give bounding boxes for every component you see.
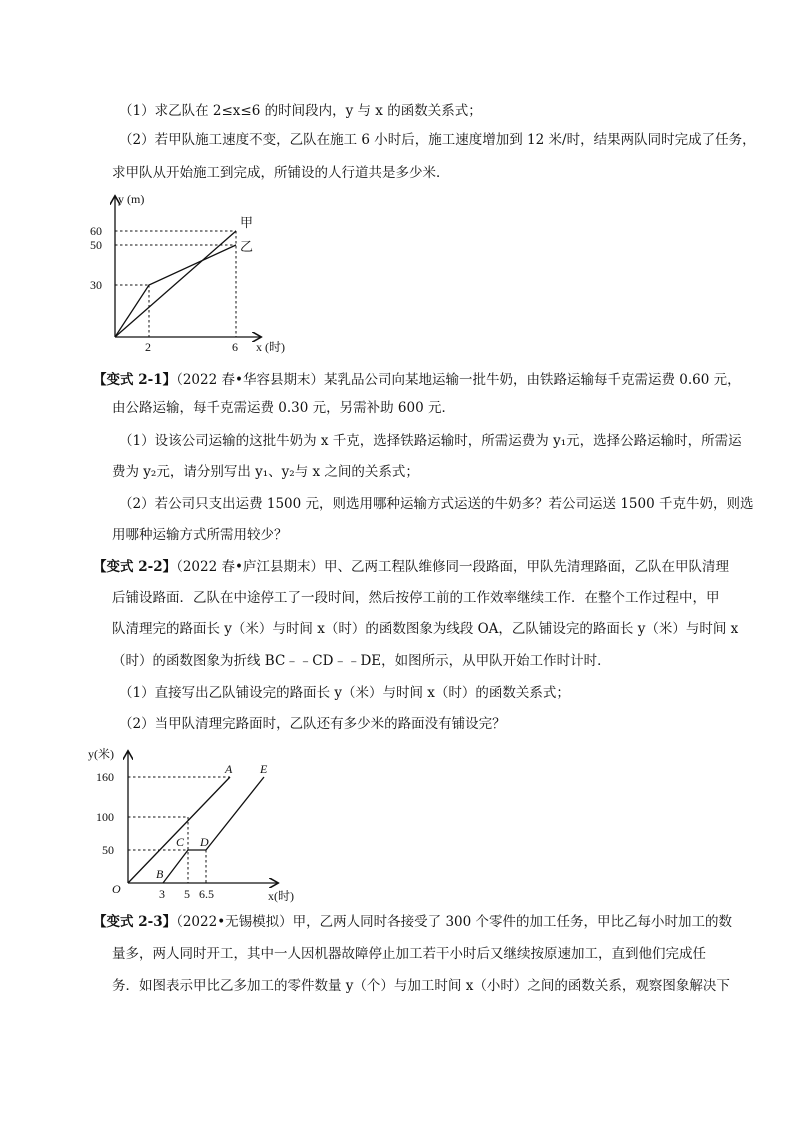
xtick-6.5: 6.5	[199, 887, 214, 901]
variant-2-3-text: （2022•无锡模拟）甲，乙两人同时各接受了 300 个零件的加工任务，甲比乙每小时加工的数	[176, 914, 733, 930]
x-axis-label: x (时)	[256, 340, 285, 354]
y-axis-label: y(米)	[88, 747, 114, 761]
origin-label: O	[112, 882, 121, 896]
series-OA-line	[128, 777, 230, 883]
variant-2-2-line4: （时）的函数图象为折线 BC﹣﹣CD﹣﹣DE，如图所示，从甲队开始工作时计时．	[112, 653, 611, 669]
ytick-160: 160	[96, 770, 114, 784]
point-label-D: D	[200, 835, 209, 849]
variant-2-1-q2-line1: （2）若公司只支出运费 1500 元，则选用哪种运输方式运送的牛奶多？若公司运送 1500 千克牛奶，则选	[119, 496, 754, 512]
variant-2-2-q2: （2）当甲队清理完路面时，乙队还有多少米的路面没有铺设完？	[119, 716, 506, 732]
ytick-60: 60	[90, 224, 102, 238]
variant-2-1-tag: 【变式 2-1】	[93, 372, 177, 388]
question-1-2-line2: 求甲队从开始施工到完成，所铺设的人行道共是多少米．	[112, 165, 450, 181]
point-label-E: E	[260, 762, 268, 776]
question-1-2-line1: （2）若甲队施工速度不变，乙队在施工 6 小时后，施工速度增加到 12 米/时，结果两队同时完成了任务，	[119, 132, 756, 148]
variant-2-3-tag: 【变式 2-3】	[93, 914, 177, 930]
point-label-A: A	[225, 762, 233, 776]
series-jia-label: 甲	[240, 215, 254, 230]
question-1-1: （1）求乙队在 2≤x≤6 的时间段内，y 与 x 的函数关系式；	[119, 103, 482, 119]
variant-2-1-line1	[93, 370, 741, 390]
variant-2-2-line1	[93, 557, 729, 577]
variant-2-3-line2: 量多，两人同时开工，其中一人因机器故障停止加工若干小时后又继续按原速加工，直到他们完成任	[112, 946, 706, 962]
variant-2-1-q1-line1: （1）设该公司运输的这批牛奶为 x 千克，选择铁路运输时，所需运费为 y₁元，选择公路运输时，所需运	[119, 433, 742, 449]
chart-2	[82, 740, 312, 910]
ytick-30: 30	[90, 278, 102, 292]
variant-2-2-text: （2022 春•庐江县期末）甲、乙两工程队维修同一段路面，甲队先清理路面，乙队在甲队清理	[176, 559, 729, 575]
point-label-C: C	[176, 835, 185, 849]
xtick-5: 5	[184, 887, 190, 901]
xtick-3: 3	[159, 887, 165, 901]
variant-2-1-text: （2022 春•华容县期末）某乳品公司向某地运输一批牛奶，由铁路运输每千克需运费 0.60 元，	[176, 372, 741, 388]
ytick-50: 50	[90, 238, 102, 252]
y-axis-label: y (m)	[118, 192, 145, 206]
chart-1	[80, 185, 285, 355]
variant-2-1-q2-line2: 用哪种运输方式所需用较少？	[112, 527, 288, 543]
variant-2-2-q1: （1）直接写出乙队铺设完的路面长 y（米）与时间 x（时）的函数关系式；	[119, 685, 570, 701]
series-yi-label: 乙	[240, 239, 254, 254]
variant-2-3-line1	[93, 912, 732, 932]
series-yi-line	[115, 245, 236, 337]
ytick-50: 50	[102, 843, 114, 857]
variant-2-2-line2: 后铺设路面．乙队在中途停工了一段时间，然后按停工前的工作效率继续工作．在整个工作过程中，甲	[112, 590, 720, 606]
series-jia-line	[115, 231, 236, 337]
x-axis-label: x(时)	[268, 889, 294, 903]
point-label-B: B	[156, 867, 164, 881]
xtick-2: 2	[145, 340, 151, 354]
variant-2-2-line3: 队清理完的路面长 y（米）与时间 x（时）的函数图象为线段 OA，乙队铺设完的路面长 y（米）与时间 x	[112, 621, 739, 637]
variant-2-1-line2: 由公路运输，每千克需运费 0.30 元，另需补助 600 元．	[112, 400, 455, 416]
xtick-6: 6	[232, 340, 238, 354]
variant-2-1-q1-line2: 费为 y₂元，请分别写出 y₁、y₂与 x 之间的关系式；	[112, 464, 419, 480]
ytick-100: 100	[96, 810, 114, 824]
variant-2-2-tag: 【变式 2-2】	[93, 559, 177, 575]
variant-2-3-line3: 务．如图表示甲比乙多加工的零件数量 y（个）与加工时间 x（小时）之间的函数关系，观察图象解决下	[112, 978, 730, 994]
